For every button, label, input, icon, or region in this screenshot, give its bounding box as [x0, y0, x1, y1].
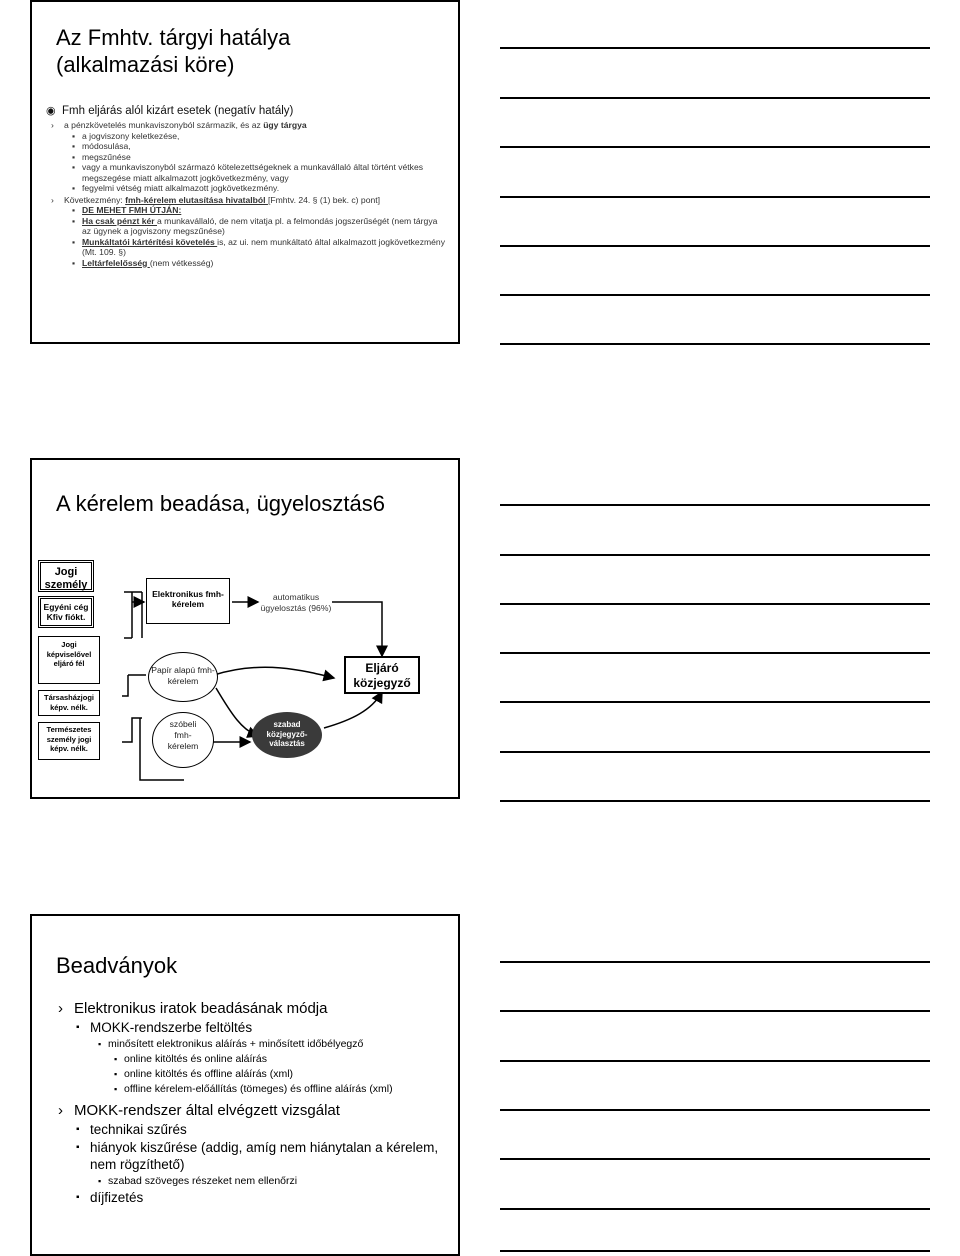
- list-item: [46, 152, 446, 163]
- circle-szabad-kozjegyzo: szabad közjegyző-választás: [252, 712, 322, 758]
- dot-bullet-icon: ▪: [72, 162, 76, 172]
- arrow-line: [216, 688, 258, 736]
- arrow-line: [214, 667, 334, 678]
- item-text: offline kérelem-előállítás (tömeges) és offline aláírás (xml): [124, 1083, 393, 1095]
- list-item: [56, 1102, 446, 1120]
- item-text: online kitöltés és online aláírás: [124, 1053, 268, 1065]
- item-text: [Fmhtv. 24. § (1) bek. c) pont]: [267, 194, 381, 205]
- note-line: [500, 1060, 930, 1062]
- list-item: [46, 141, 446, 152]
- note-line: [500, 196, 930, 198]
- list-item: [56, 1121, 446, 1138]
- item-text: Következmény:: [64, 194, 126, 205]
- slide-title: [56, 24, 436, 78]
- item-text: MOKK-rendszer által elvégzett vizsgálat: [74, 1102, 340, 1119]
- item-text: vagy a munkaviszonyból származó kötelezettségeknek a munkavállaló által történt vétkes megszegése miatt alkalmazott jogkövetkezmény, vagy: [82, 162, 424, 183]
- dot-bullet-icon: ▪: [72, 183, 76, 193]
- note-line: [500, 146, 930, 148]
- dot-bullet-icon: ▪: [76, 1124, 80, 1135]
- list-item: [56, 1139, 446, 1173]
- chevron-bullet-icon: ›: [51, 120, 54, 130]
- dot-bullet-icon: ▪: [72, 215, 76, 226]
- slide-title: A kérelem beadása, ügyelosztás6: [56, 491, 385, 516]
- box-jogi-kepviselo: Jogi képviselővel eljáró fél: [38, 636, 100, 684]
- list-item: [56, 1189, 446, 1206]
- circle-papir-kerelem: Papír alapú fmh-kérelem: [148, 652, 218, 702]
- note-line: [500, 603, 930, 605]
- arrow-line: [324, 692, 382, 728]
- note-line: [500, 652, 930, 654]
- dot-bullet-icon: ▪: [98, 1176, 102, 1186]
- list-item: [46, 120, 446, 131]
- item-text: MOKK-rendszerbe feltöltés: [90, 1020, 253, 1035]
- note-line: [500, 961, 930, 963]
- note-line: [500, 504, 930, 506]
- list-item: [46, 205, 446, 216]
- list-item: [56, 1174, 446, 1188]
- list-item: [46, 258, 446, 269]
- slide-body: [56, 994, 446, 1206]
- text-automatikus-ugyelosztas: automatikus ügyelosztás (96%): [260, 592, 332, 613]
- item-text: módosulása,: [82, 141, 131, 151]
- heading-text: Fmh eljárás alól kizárt esetek (negatív hatály): [62, 105, 294, 117]
- list-item: [46, 104, 446, 118]
- dot-bullet-icon: ▪: [72, 151, 76, 162]
- box-elektronikus-kerelem: Elektronikus fmh-kérelem: [146, 578, 230, 624]
- item-text: is, az ui. nem munkáltató által alkalmazott jogkövetkezmény (Mt. 109. §): [82, 236, 446, 257]
- box-eljaro-kozjegyzo: Eljáró közjegyző: [344, 656, 420, 694]
- dot-bullet-icon: ▪: [98, 1039, 102, 1049]
- note-line: [500, 701, 930, 703]
- note-line: [500, 245, 930, 247]
- slide-beadvanyok: [30, 914, 460, 1256]
- list-item: [46, 162, 446, 183]
- arrow-line: [332, 602, 382, 656]
- title-line: Az Fmhtv. tárgyi hatálya: [56, 25, 291, 50]
- item-text: a munkavállaló, de nem vitatja pl. a felmondás jogszerűségét (nem tárgya az ügynek a jogviszony megszűnése): [82, 215, 438, 236]
- list-item: [56, 1082, 446, 1096]
- dot-bullet-icon: ▪: [72, 130, 76, 141]
- item-bold-text: Ha csak pénzt kér: [82, 215, 157, 226]
- slide-tárgyi-hatály: [30, 0, 460, 344]
- list-item: [56, 1037, 446, 1051]
- item-text: megszűnése: [82, 151, 131, 162]
- slide-title: Beadványok: [56, 953, 178, 978]
- item-text: fegyelmi vétség miatt alkalmazott jogkövetkezmény.: [82, 183, 280, 193]
- item-text: Elektronikus iratok beadásának módja: [74, 1000, 328, 1017]
- box-egyeni-ceg: Egyéni cég Kfiv fiókt.: [38, 596, 94, 628]
- note-line: [500, 1250, 930, 1252]
- note-line: [500, 554, 930, 556]
- dot-bullet-icon: ▪: [72, 257, 76, 268]
- note-line: [500, 800, 930, 802]
- dot-bullet-icon: ▪: [114, 1069, 118, 1079]
- list-item: [46, 183, 446, 194]
- list-item: [46, 216, 446, 237]
- note-line: [500, 1010, 930, 1012]
- item-text: (nem vétkesség): [149, 257, 214, 268]
- title-line: (alkalmazási köre): [56, 52, 235, 77]
- dot-bullet-icon: ▪: [76, 1192, 80, 1203]
- chevron-bullet-icon: ›: [58, 1000, 63, 1017]
- box-termeszetes-szemely: Természetes személy jogi képv. nélk.: [38, 722, 100, 760]
- chevron-bullet-icon: ›: [58, 1102, 63, 1119]
- note-line: [500, 47, 930, 49]
- dot-bullet-icon: ▪: [114, 1054, 118, 1064]
- item-text: technikai szűrés: [90, 1122, 187, 1137]
- note-line: [500, 751, 930, 753]
- item-bold-text: DE MEHET FMH ÚTJÁN:: [82, 205, 182, 215]
- item-bold-text: fmh-kérelem elutasítása hivatalból: [125, 194, 268, 205]
- dot-bullet-icon: ▪: [72, 141, 76, 151]
- slide-kérelem-beadása: [30, 458, 460, 799]
- item-text: díjfizetés: [90, 1190, 144, 1205]
- arrow-line: [122, 675, 128, 696]
- box-jogi-szemely: Jogi személy: [38, 560, 94, 592]
- item-text: online kitöltés és offline aláírás (xml): [124, 1068, 294, 1080]
- circle-szobeli-kerelem: szóbeli fmh-kérelem: [152, 712, 214, 768]
- dot-bullet-icon: ▪: [72, 205, 76, 215]
- list-item: [46, 131, 446, 142]
- note-line: [500, 343, 930, 345]
- item-bold-text: ügy tárgya: [263, 120, 307, 130]
- dot-bullet-icon: ▪: [72, 236, 76, 247]
- dot-bullet-icon: ▪: [76, 1022, 80, 1033]
- list-item: [56, 1052, 446, 1066]
- list-item: [56, 1067, 446, 1081]
- dot-bullet-icon: ▪: [76, 1142, 80, 1153]
- item-bold-text: Munkáltatói kártérítési követelés: [82, 236, 218, 247]
- note-line: [500, 294, 930, 296]
- slide-body: [46, 104, 446, 268]
- list-item: [56, 1019, 446, 1036]
- dot-bullet-icon: ▪: [114, 1084, 118, 1094]
- list-item: [46, 195, 446, 206]
- note-line: [500, 97, 930, 99]
- item-text: szabad szöveges részeket nem ellenőrzi: [108, 1175, 298, 1187]
- list-item: [56, 1000, 446, 1018]
- note-line: [500, 1158, 930, 1160]
- note-line: [500, 1208, 930, 1210]
- item-text: minősített elektronikus aláírás + minősített időbélyegző: [108, 1038, 364, 1050]
- item-text: hiányok kiszűrése (addig, amíg nem hiánytalan a kérelem, nem rögzíthető): [90, 1140, 439, 1172]
- box-tarsashaz: Társasházjogi képv. nélk.: [38, 690, 100, 716]
- note-line: [500, 1109, 930, 1111]
- chevron-bullet-icon: ›: [51, 194, 54, 205]
- list-item: [46, 237, 446, 258]
- arrow-line: [122, 718, 142, 742]
- radio-bullet-icon: ◉: [46, 105, 56, 117]
- item-text: a pénzkövetelés munkaviszonyból származik, és az: [64, 120, 264, 130]
- item-text: a jogviszony keletkezése,: [82, 130, 180, 141]
- item-bold-text: Leltárfelelősség: [82, 257, 150, 268]
